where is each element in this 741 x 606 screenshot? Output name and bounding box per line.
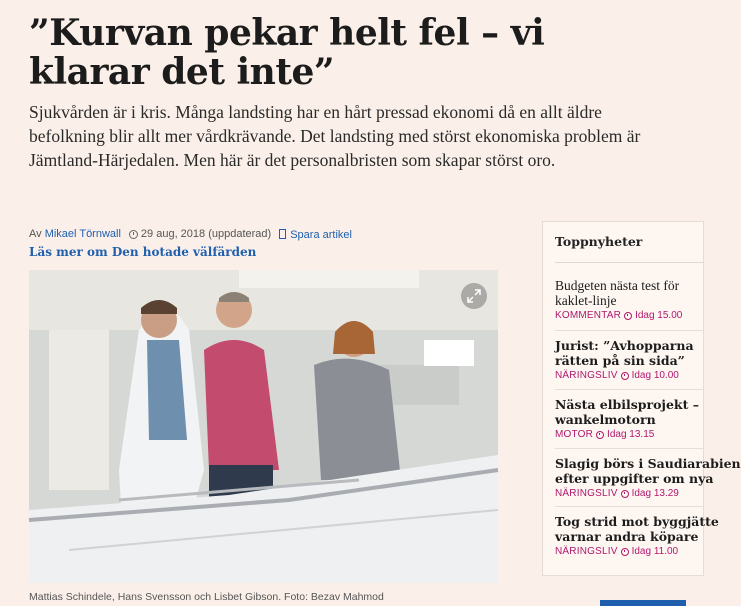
photo-caption: Mattias Schindele, Hans Svensson och Lisbet Gibson. Foto: Bezav Mahmod — [29, 591, 384, 603]
save-article-label: Spara artikel — [290, 228, 352, 241]
news-title-line: Tog strid mot byggjätte — [555, 514, 719, 529]
save-article-button[interactable] — [279, 228, 352, 241]
article-photo[interactable] — [29, 270, 498, 583]
news-title-line: rätten på sin sida” — [555, 353, 685, 368]
top-news-panel — [542, 221, 741, 576]
article-headline: ”Kurvan pekar helt fel – vi klarar det inte” — [29, 12, 545, 93]
news-title-line: efter uppgifter om nya — [555, 471, 714, 486]
article-lead: Sjukvården är i kris. Många landsting har en hårt pressad ekonomi då en allt äldre befolkning blir allt mer vårdkrävande. Det landsting med störst ekonomiska problem är Jämtland-Härjedalen. Men här är det personalbristen som skapar störst oro. — [29, 102, 641, 170]
news-category[interactable]: NÄRINGSLIV — [555, 370, 618, 381]
news-time: Idag 13.15 — [607, 429, 655, 440]
clock-icon — [596, 431, 604, 439]
photo-illustration — [29, 270, 498, 583]
expand-icon[interactable] — [461, 283, 487, 309]
news-category[interactable]: NÄRINGSLIV — [555, 488, 618, 499]
news-time: Idag 15.00 — [635, 310, 683, 321]
news-title-line: Nästa elbilsprojekt – — [555, 397, 699, 412]
news-time: Idag 10.00 — [631, 370, 679, 381]
clock-icon — [621, 490, 629, 498]
news-title-line: Slagig börs i Saudiarabien — [555, 456, 741, 471]
series-link[interactable]: Läs mer om Den hotade välfärden — [29, 245, 257, 259]
news-item[interactable] — [555, 338, 705, 381]
news-category[interactable]: NÄRINGSLIV — [555, 546, 618, 557]
clock-icon — [624, 312, 632, 320]
news-time: Idag 11.00 — [631, 546, 679, 557]
news-category[interactable]: KOMMENTAR — [555, 310, 622, 321]
news-item[interactable] — [555, 397, 705, 440]
news-category[interactable]: MOTOR — [555, 429, 594, 440]
byline-prefix: Av — [29, 228, 42, 240]
news-title-line: varnar andra köpare — [555, 529, 699, 544]
news-item[interactable] — [555, 456, 741, 499]
clock-icon — [621, 548, 629, 556]
news-title-line: wankelmotorn — [555, 412, 656, 427]
news-time: Idag 13.29 — [631, 488, 679, 499]
clock-icon — [129, 230, 138, 239]
publish-date: 29 aug, 2018 (uppdaterad) — [140, 228, 272, 240]
news-item[interactable] — [555, 514, 719, 557]
news-item[interactable] — [555, 278, 705, 321]
news-title-line: kaklet-linje — [555, 293, 617, 308]
top-news-title: Toppnyheter — [555, 234, 643, 249]
news-title-line: Budgeten nästa test för — [555, 278, 680, 293]
news-title-line: Jurist: ”Avhopparna — [555, 338, 694, 353]
clock-icon — [621, 372, 629, 380]
byline — [29, 227, 352, 241]
bottom-banner-edge — [600, 600, 686, 606]
author-link[interactable]: Mikael Törnwall — [44, 228, 121, 240]
bookmark-icon — [279, 229, 286, 239]
